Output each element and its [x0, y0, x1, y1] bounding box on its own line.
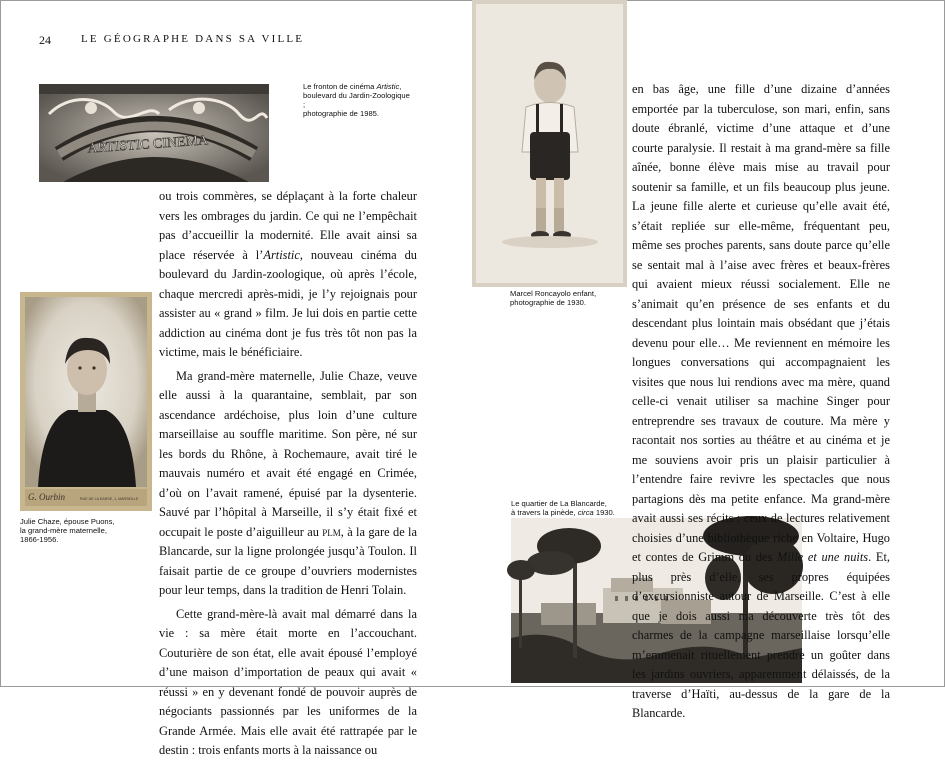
julie-portrait-illustration: [20, 292, 152, 511]
left-paragraph-2: Ma grand-mère maternelle, Julie Chaze, veuve elle aussi à la quarantaine, semblait, par son ascendance ardéchoise, plus loin d’une culture marseillaise au souffle maritime. Son père, né sur les bords du Rhône, à Rochemaure, avait tiré le mauvais numéro et avait été engagé en Crimée, d’où on l’avait ramené, épuisé par la dysenterie. Sauvé par l’hôpital à Marseille, il s’y était fixé et occupait le poste d’aiguilleur au plm, à la gare de la Blancarde, sur la ligne prolongée jusqu’à Toulon. Il faisait partie de ce groupe d’ouvriers modernistes pour leur temps, dans la tradition de Henri Tolain.: [159, 368, 417, 597]
photo-cinema-fronton: [39, 84, 269, 182]
studio-address: RUE DE LA DARSE, 1, MARSEILLE: [80, 497, 139, 501]
caption-marcel: Marcel Roncayolo enfant, photographie de 1930.: [510, 289, 597, 307]
marcel-portrait-illustration: [474, 2, 625, 285]
left-paragraph-3: Cette grand-mère-là avait mal démarré dans la vie : sa mère était morte en l’accouchant. Couturière de son état, elle avait épousé l’employé d’une maison d’importation de peaux qui avait « réussi » en y devenant fondé de pouvoir auprès de négociants passionnés par les uniformes de la Grande Armée. Mais elle avait été rattrapée par le destin : trois enfants morts à la naissance ou: [159, 606, 417, 757]
photo-marcel-roncayolo: [474, 2, 625, 285]
right-column-text: [632, 80, 890, 724]
caption-blancarde: Le quartier de La Blancarde, à travers la pinède, circa 1930.: [511, 499, 615, 517]
right-paragraph-1: en bas âge, une fille d’une dizaine d’années emportée par la tuberculose, son mari, enfin, sans doute ébranlé, victime d’une attaque et d’une courte paralysie. Il restait à ma grand-mère sa fille aînée, bonne élève mais mise au travail pour soutenir sa famille, et un fils beaucoup plus jeune. La jeune fille alerte et curieuse qu’elle avait été, s’était repliée sur elle-même, fréquentant peu, même ses proches parents, sans doute parce qu’elle se sentait mal à l’aise avec frères et beaux-frères qui avaient mieux réussi socialement. Elle ne s’animait qu’en présence de ses enfants et du descendant plus lointain mais obsédant que j’étais devenu pour elle… Me reviennent en mémoire les longues conversations qui accompagnaient les visites que nous lui rendions avec ma mère, quand celle-ci venait utiliser sa machine Singer pour entreprendre ses travaux de couture. Ma mère y racontait nos sorties au théâtre et au cinéma et je me souviens avoir pris un plaisir particulier à l’entendre faire revivre les spectacles que nous partagions dès ma petite enfance. Ma grand-mère avait aussi ses récits : ceux de lectures relativement choisies d’une bibliothèque riche en Voltaire, Hugo et contes de Grimm ou des Mille et une nuits. Et, plus près d’elle, ses propres équipées d’excursionniste autour de Marseille. C’est à elle que je dois aussi ma découverte très tôt des charmes de la campagne marseillaise lorsqu’elle m’emmenait rituellement prendre un goûter dans les jardins ouvriers, apparemment délaissés, de la traverse d’Haïti, au-dessus de la gare de la Blancarde.: [632, 82, 891, 720]
running-title: LE GÉOGRAPHE DANS SA VILLE: [81, 33, 305, 45]
studio-signature: G. Ourbin: [28, 492, 66, 502]
fronton-illustration: [39, 84, 269, 182]
caption-fronton: Le fronton de cinéma Artistic, boulevard du Jardin-Zoologique ; photographie de 1985.: [303, 82, 410, 118]
fronton-sign: ARTISTIC CINEMA: [87, 133, 209, 157]
left-paragraph-1: ou trois commères, se déplaçant à la forte chaleur vers les ombrages du jardin. Ce qui ne l’empêchait pas d’accueillir la modernité. Elle avait ainsi sa place réservée à l’Artistic, nouveau cinéma du boulevard du Jardin-zoologique, où après l’école, chaque mercredi après-midi, je l’y rejoignais pour assister au « grand » film. Je lui dois en partie cette addiction au cinéma dont je fus très tôt non pas la victime, mais le bénéficiaire.: [159, 189, 417, 359]
left-column-text: [159, 187, 417, 761]
photo-julie-chaze: [20, 292, 152, 511]
caption-julie: Julie Chaze, épouse Puons, la grand-mère maternelle, 1866-1956.: [20, 517, 115, 544]
page-number: 24: [39, 33, 51, 47]
